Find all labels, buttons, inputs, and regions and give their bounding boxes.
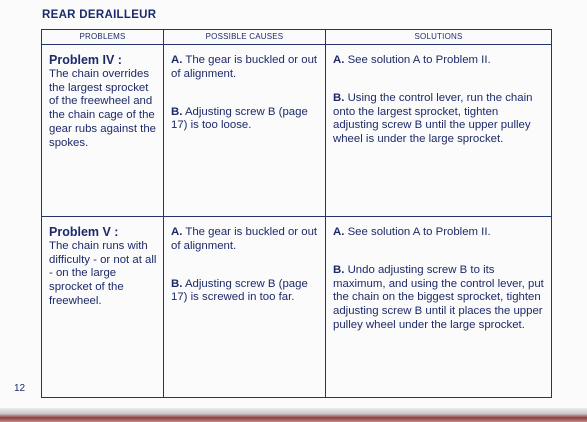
solutions-cell (326, 217, 552, 398)
solution-item (333, 264, 545, 333)
page-number: 12 (14, 383, 26, 394)
column-header-possible-causes: POSSIBLE CAUSES (164, 30, 326, 45)
table-row (42, 217, 552, 398)
cause-letter: B. (171, 105, 183, 118)
cause-item (171, 278, 319, 306)
cause-item (171, 106, 319, 134)
cause-letter: B. (171, 277, 183, 290)
causes-cell (164, 217, 326, 398)
problem-description: The chain overrides the largest sprocket of the freewheel and the chain cage of the gear rubs against the spokes. (49, 67, 157, 149)
solution-item (333, 92, 545, 147)
problem-cell (42, 217, 164, 398)
cause-text: The gear is buckled or out of alignment. (171, 226, 318, 252)
solution-text: See solution A to Problem II. (347, 54, 491, 66)
problem-title: Problem V : (49, 225, 119, 239)
cause-text: The gear is buckled or out of alignment. (171, 54, 318, 80)
troubleshooting-table (41, 29, 552, 398)
table-row (42, 45, 552, 217)
cause-letter: A. (171, 54, 183, 66)
solution-text: Using the control lever, run the chain onto the largest sprocket, tighten adjusting screw B until the upper pulley wheel is under the large sprocket. (333, 91, 533, 146)
solution-letter: B. (333, 91, 345, 104)
cause-text: Adjusting screw B (page 17) is too loose. (171, 105, 308, 132)
causes-cell (164, 45, 326, 217)
page-bottom-edge (0, 408, 587, 422)
solution-item (333, 226, 545, 240)
cause-text: Adjusting screw B (page 17) is screwed in too far. (171, 277, 308, 304)
page-title: REAR DERAILLEUR (42, 9, 157, 21)
solution-letter: A. (333, 226, 345, 238)
solution-item (333, 54, 545, 68)
solution-letter: A. (333, 54, 345, 66)
table-header-row (42, 30, 552, 45)
cause-item (171, 54, 319, 82)
problem-title: Problem IV : (49, 53, 122, 67)
solution-text: See solution A to Problem II. (347, 226, 491, 238)
solution-text: Undo adjusting screw B to its maximum, and using the control lever, put the chain on the biggest sprocket, tighten adjusting screw B until it places the upper pulley wheel under the large sprocket. (333, 263, 544, 331)
column-header-problems: PROBLEMS (42, 30, 164, 45)
cause-item (171, 226, 319, 254)
solutions-cell (326, 45, 552, 217)
problem-cell (42, 45, 164, 217)
solution-letter: B. (333, 263, 345, 276)
problem-description: The chain runs with difficulty - or not at all - on the large sprocket of the freewheel. (49, 239, 157, 307)
cause-letter: A. (171, 226, 183, 238)
column-header-solutions: SOLUTIONS (326, 30, 552, 45)
